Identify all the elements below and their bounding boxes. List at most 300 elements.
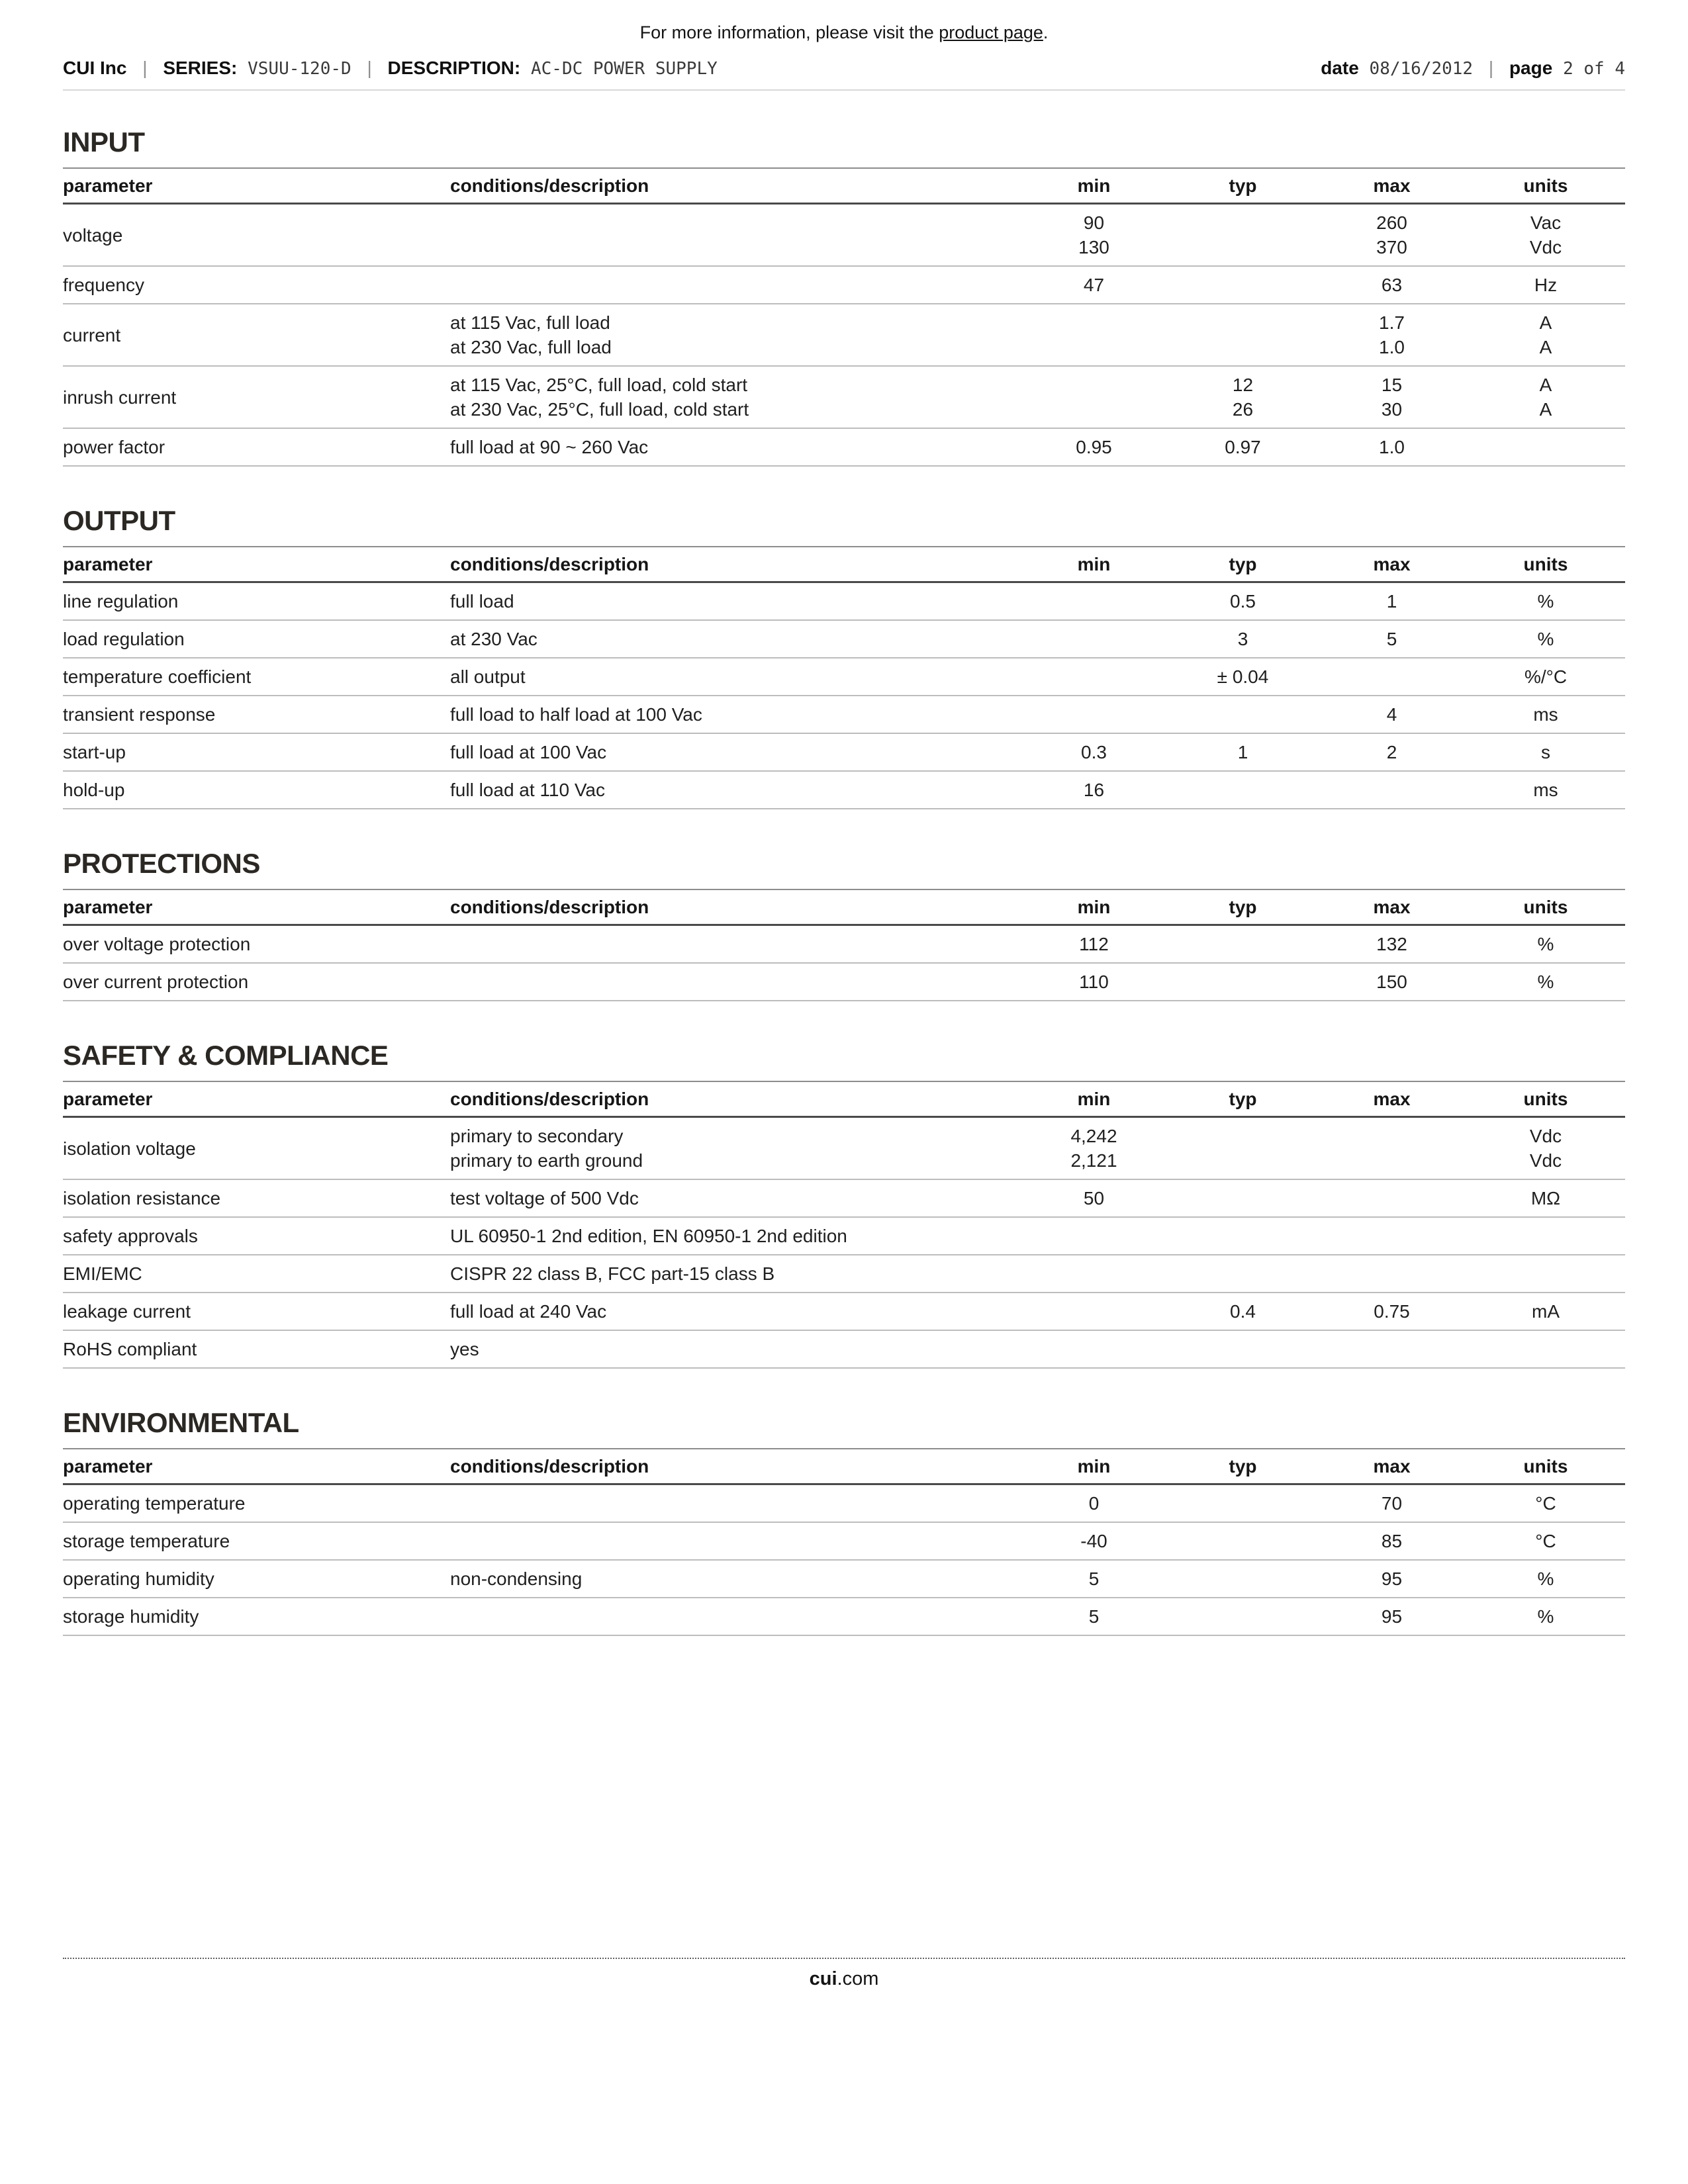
cell-typ [1168, 620, 1317, 658]
cell-parameter [63, 266, 450, 304]
cell-line: temperature coefficient [63, 666, 252, 687]
cell-typ [1168, 1598, 1317, 1635]
column-header-conditions: conditions/description [450, 547, 1019, 582]
cell-line: isolation resistance [63, 1188, 221, 1208]
cell-line: 0.3 [1081, 742, 1107, 762]
cell-min [1019, 620, 1168, 658]
column-header-typ: typ [1168, 1449, 1317, 1484]
product-page-link[interactable]: product page [939, 23, 1043, 42]
series-label: SERIES: [163, 58, 238, 78]
table-row [63, 1217, 1625, 1255]
cell-units [1466, 1255, 1625, 1293]
cell-line: power factor [63, 437, 165, 457]
cell-line: at 115 Vac, full load [450, 312, 610, 333]
cell-max [1317, 620, 1466, 658]
column-header-conditions: conditions/description [450, 1081, 1019, 1117]
cell-units [1466, 1179, 1625, 1217]
cell-max [1317, 963, 1466, 1001]
cell-parameter [63, 696, 450, 733]
cell-line: Vdc [1529, 237, 1562, 257]
cell-line: 2,121 [1070, 1150, 1117, 1171]
table-row [63, 582, 1625, 621]
cell-units [1466, 1217, 1625, 1255]
spec-table [63, 167, 1625, 467]
column-header-conditions: conditions/description [450, 889, 1019, 925]
cell-parameter [63, 304, 450, 366]
cell-units [1466, 1293, 1625, 1330]
cell-conditions [450, 366, 1019, 428]
cell-max [1317, 658, 1466, 696]
page-value: 2 of 4 [1563, 59, 1625, 79]
cell-line: 110 [1079, 972, 1109, 992]
cell-line: CISPR 22 class B, FCC part-15 class B [450, 1263, 775, 1284]
cell-units [1466, 1598, 1625, 1635]
cell-line: s [1541, 742, 1550, 762]
cell-max [1317, 304, 1466, 366]
cell-units [1466, 658, 1625, 696]
cell-min [1019, 1330, 1168, 1368]
table-row [63, 696, 1625, 733]
cell-units [1466, 925, 1625, 964]
cell-typ [1168, 925, 1317, 964]
cell-line: % [1537, 591, 1554, 612]
cell-conditions [450, 1293, 1019, 1330]
cell-line: isolation voltage [63, 1138, 196, 1159]
cell-line: 90 [1083, 212, 1105, 233]
cell-max [1317, 366, 1466, 428]
column-header-min: min [1019, 547, 1168, 582]
cell-parameter [63, 428, 450, 466]
section-output [63, 505, 1625, 809]
column-header-typ: typ [1168, 547, 1317, 582]
cell-line: over voltage protection [63, 934, 251, 954]
separator: | [367, 58, 372, 78]
cell-line: 85 [1381, 1531, 1403, 1551]
cell-line: line regulation [63, 591, 179, 612]
company-name: CUI Inc [63, 58, 127, 78]
cell-units [1466, 1330, 1625, 1368]
spec-table [63, 1448, 1625, 1636]
cell-line: 130 [1078, 237, 1109, 257]
cell-typ [1168, 428, 1317, 466]
cell-parameter [63, 1484, 450, 1523]
cell-parameter [63, 658, 450, 696]
info-line [63, 23, 1625, 43]
cell-typ [1168, 304, 1317, 366]
cell-line: start-up [63, 742, 126, 762]
cell-line: EMI/EMC [63, 1263, 142, 1284]
cell-line: % [1537, 1569, 1554, 1589]
cell-line: 95 [1381, 1569, 1403, 1589]
cell-line: 0.4 [1230, 1301, 1256, 1322]
column-header-min: min [1019, 168, 1168, 204]
cell-line: full load at 240 Vac [450, 1301, 607, 1322]
table-row [63, 1293, 1625, 1330]
cell-max [1317, 925, 1466, 964]
cell-line: mA [1532, 1301, 1560, 1322]
cell-conditions [450, 1598, 1019, 1635]
column-header-max: max [1317, 547, 1466, 582]
cell-line: 0.5 [1230, 591, 1256, 612]
cell-line: storage temperature [63, 1531, 230, 1551]
cell-units [1466, 266, 1625, 304]
cell-max [1317, 696, 1466, 733]
section-protections [63, 848, 1625, 1001]
cell-units [1466, 696, 1625, 733]
cell-line: Vdc [1529, 1150, 1562, 1171]
spec-table [63, 546, 1625, 809]
cell-line: primary to secondary [450, 1126, 624, 1146]
cell-parameter [63, 1255, 450, 1293]
column-header-parameter: parameter [63, 168, 450, 204]
column-header-min: min [1019, 889, 1168, 925]
cell-line: ± 0.04 [1217, 666, 1269, 687]
cell-typ [1168, 266, 1317, 304]
column-header-max: max [1317, 889, 1466, 925]
cell-line: 1.0 [1379, 337, 1405, 357]
cell-line: full load at 100 Vac [450, 742, 607, 762]
table-row [63, 1598, 1625, 1635]
cell-line: % [1537, 972, 1554, 992]
cell-line: %/°C [1524, 666, 1568, 687]
description-label: DESCRIPTION: [387, 58, 521, 78]
cell-typ [1168, 1293, 1317, 1330]
cell-line: current [63, 324, 121, 345]
cell-typ [1168, 771, 1317, 809]
cell-line: 5 [1088, 1606, 1100, 1627]
cell-line: voltage [63, 224, 123, 246]
cell-line: 1.0 [1379, 437, 1405, 457]
column-header-parameter: parameter [63, 889, 450, 925]
cell-max [1317, 266, 1466, 304]
cell-line: 70 [1381, 1493, 1403, 1514]
cell-conditions [450, 428, 1019, 466]
column-header-max: max [1317, 1449, 1466, 1484]
column-header-min: min [1019, 1081, 1168, 1117]
cell-conditions [450, 1255, 1019, 1293]
cell-line: 2 [1386, 742, 1397, 762]
table-row [63, 925, 1625, 964]
section-title: INPUT [63, 126, 145, 158]
cell-line: transient response [63, 704, 216, 725]
cell-line: yes [450, 1339, 479, 1359]
cell-parameter [63, 620, 450, 658]
cell-line: Vdc [1529, 1126, 1562, 1146]
cell-line: 4 [1386, 704, 1397, 725]
cell-line: at 230 Vac [450, 629, 538, 649]
cell-line: Vac [1530, 212, 1562, 233]
cell-typ [1168, 1330, 1317, 1368]
cell-line: A [1539, 375, 1552, 395]
cell-line: storage humidity [63, 1606, 199, 1627]
cell-max [1317, 428, 1466, 466]
spec-table [63, 889, 1625, 1001]
cell-line: full load [450, 591, 514, 612]
cell-line: % [1537, 934, 1554, 954]
cell-min [1019, 366, 1168, 428]
page-footer [63, 1958, 1625, 1990]
cell-line: 15 [1381, 375, 1403, 395]
cell-line: at 115 Vac, 25°C, full load, cold start [450, 375, 748, 395]
cell-line: 16 [1083, 780, 1105, 800]
cell-max [1317, 1217, 1466, 1255]
cell-line: full load at 90 ~ 260 Vac [450, 437, 649, 457]
cell-min [1019, 1217, 1168, 1255]
column-header-conditions: conditions/description [450, 1449, 1019, 1484]
cell-units [1466, 428, 1625, 466]
column-header-units: units [1466, 1081, 1625, 1117]
cell-min [1019, 963, 1168, 1001]
table-row [63, 1330, 1625, 1368]
cell-units [1466, 1522, 1625, 1560]
cell-typ [1168, 1484, 1317, 1523]
cell-typ [1168, 658, 1317, 696]
cell-typ [1168, 366, 1317, 428]
cell-min [1019, 1117, 1168, 1180]
cell-min [1019, 1255, 1168, 1293]
cell-min [1019, 658, 1168, 696]
cell-line: % [1537, 1606, 1554, 1627]
footer-domain: .com [837, 1968, 879, 1989]
cell-min [1019, 1484, 1168, 1523]
cell-units [1466, 963, 1625, 1001]
column-header-typ: typ [1168, 168, 1317, 204]
cell-units [1466, 582, 1625, 621]
cell-conditions [450, 658, 1019, 696]
cell-line: Hz [1534, 275, 1558, 295]
cell-line: safety approvals [63, 1226, 198, 1246]
column-header-units: units [1466, 1449, 1625, 1484]
cell-max [1317, 1255, 1466, 1293]
footer-url [63, 1968, 1625, 1990]
cell-parameter [63, 925, 450, 964]
date-label: date [1321, 58, 1359, 78]
cell-min [1019, 1179, 1168, 1217]
cell-line: non-condensing [450, 1569, 583, 1589]
cell-line: 0 [1088, 1493, 1100, 1514]
cell-line: at 230 Vac, 25°C, full load, cold start [450, 399, 749, 420]
cell-max [1317, 771, 1466, 809]
cell-line: ms [1533, 780, 1558, 800]
spec-table [63, 1081, 1625, 1369]
cell-line: full load to half load at 100 Vac [450, 704, 702, 725]
cell-conditions [450, 925, 1019, 964]
cell-min [1019, 771, 1168, 809]
description-value: AC-DC POWER SUPPLY [530, 59, 718, 79]
cell-min [1019, 428, 1168, 466]
column-header-parameter: parameter [63, 1081, 450, 1117]
cell-conditions [450, 771, 1019, 809]
cell-units [1466, 304, 1625, 366]
info-text: For more information, please visit the [639, 23, 939, 42]
cell-parameter [63, 1598, 450, 1635]
cell-line: 3 [1237, 629, 1248, 649]
cell-parameter [63, 1117, 450, 1180]
cell-line: A [1539, 399, 1552, 420]
cell-typ [1168, 1522, 1317, 1560]
table-row [63, 1484, 1625, 1523]
cell-units [1466, 620, 1625, 658]
cell-line: A [1539, 312, 1552, 333]
cell-parameter [63, 582, 450, 621]
table-header-row [63, 168, 1625, 204]
cell-max [1317, 1484, 1466, 1523]
column-header-max: max [1317, 168, 1466, 204]
document-meta-left [63, 58, 718, 79]
cell-units [1466, 733, 1625, 771]
cell-line: test voltage of 500 Vdc [450, 1188, 639, 1208]
cell-conditions [450, 1217, 1019, 1255]
table-header-row [63, 1081, 1625, 1117]
table-header-row [63, 889, 1625, 925]
table-row [63, 428, 1625, 466]
cell-line: inrush current [63, 387, 177, 408]
table-row [63, 1255, 1625, 1293]
cell-line: hold-up [63, 780, 125, 800]
cell-conditions [450, 733, 1019, 771]
table-row [63, 1179, 1625, 1217]
cell-min [1019, 1522, 1168, 1560]
cell-line: ms [1533, 704, 1558, 725]
cell-line: 50 [1083, 1188, 1105, 1208]
cell-typ [1168, 582, 1317, 621]
cell-typ [1168, 1560, 1317, 1598]
cell-units [1466, 1484, 1625, 1523]
cell-line: load regulation [63, 629, 185, 649]
cell-min [1019, 696, 1168, 733]
cell-line: 370 [1376, 237, 1407, 257]
cell-max [1317, 733, 1466, 771]
table-header-row [63, 547, 1625, 582]
table-header-row [63, 1449, 1625, 1484]
document-header [63, 58, 1625, 91]
cell-min [1019, 582, 1168, 621]
cell-line: at 230 Vac, full load [450, 337, 612, 357]
table-row [63, 620, 1625, 658]
cell-line: operating temperature [63, 1493, 246, 1514]
cell-units [1466, 366, 1625, 428]
table-row [63, 1522, 1625, 1560]
cell-parameter [63, 963, 450, 1001]
cell-conditions [450, 266, 1019, 304]
footer-divider [63, 1958, 1625, 1959]
cell-conditions [450, 204, 1019, 267]
cell-parameter [63, 1560, 450, 1598]
page-label: page [1509, 58, 1553, 78]
section-input [63, 126, 1625, 467]
cell-typ [1168, 696, 1317, 733]
table-row [63, 266, 1625, 304]
cell-conditions [450, 582, 1019, 621]
cell-line: 1 [1237, 742, 1248, 762]
cell-line: 1 [1386, 591, 1397, 612]
cell-line: 63 [1381, 275, 1403, 295]
footer-brand: cui [809, 1968, 837, 1989]
cell-line: UL 60950-1 2nd edition, EN 60950-1 2nd edition [450, 1226, 847, 1246]
table-row [63, 1117, 1625, 1180]
cell-parameter [63, 771, 450, 809]
cell-max [1317, 204, 1466, 267]
cell-max [1317, 1293, 1466, 1330]
cell-conditions [450, 696, 1019, 733]
separator: | [1488, 58, 1494, 78]
table-row [63, 204, 1625, 267]
cell-line: 26 [1232, 399, 1254, 420]
cell-line: primary to earth ground [450, 1150, 643, 1171]
section-environmental [63, 1407, 1625, 1636]
cell-min [1019, 1598, 1168, 1635]
cell-units [1466, 1117, 1625, 1180]
table-row [63, 733, 1625, 771]
cell-max [1317, 1179, 1466, 1217]
cell-line: 132 [1376, 934, 1407, 954]
column-header-conditions: conditions/description [450, 168, 1019, 204]
column-header-typ: typ [1168, 1081, 1317, 1117]
cell-min [1019, 204, 1168, 267]
cell-min [1019, 304, 1168, 366]
cell-conditions [450, 1484, 1019, 1523]
cell-max [1317, 1330, 1466, 1368]
cell-min [1019, 1560, 1168, 1598]
column-header-units: units [1466, 168, 1625, 204]
cell-line: 1.7 [1379, 312, 1405, 333]
cell-typ [1168, 963, 1317, 1001]
cell-conditions [450, 963, 1019, 1001]
section-title: ENVIRONMENTAL [63, 1407, 299, 1438]
cell-max [1317, 1598, 1466, 1635]
cell-line: °C [1535, 1493, 1556, 1514]
cell-min [1019, 733, 1168, 771]
date-value: 08/16/2012 [1369, 59, 1474, 79]
table-row [63, 304, 1625, 366]
cell-parameter [63, 1179, 450, 1217]
cell-max [1317, 1560, 1466, 1598]
cell-conditions [450, 1179, 1019, 1217]
cell-conditions [450, 620, 1019, 658]
table-row [63, 771, 1625, 809]
cell-conditions [450, 1330, 1019, 1368]
cell-conditions [450, 1560, 1019, 1598]
cell-parameter [63, 1330, 450, 1368]
cell-line: MΩ [1530, 1188, 1561, 1208]
cell-min [1019, 1293, 1168, 1330]
cell-line: leakage current [63, 1301, 191, 1322]
series-value: VSUU-120-D [248, 59, 352, 79]
cell-line: operating humidity [63, 1569, 214, 1589]
cell-line: 5 [1088, 1569, 1100, 1589]
cell-line: 0.75 [1374, 1301, 1410, 1322]
column-header-parameter: parameter [63, 547, 450, 582]
cell-line: full load at 110 Vac [450, 780, 606, 800]
cell-line: 150 [1376, 972, 1407, 992]
cell-units [1466, 771, 1625, 809]
cell-typ [1168, 1117, 1317, 1180]
cell-parameter [63, 733, 450, 771]
cell-typ [1168, 204, 1317, 267]
table-row [63, 1560, 1625, 1598]
cell-max [1317, 1117, 1466, 1180]
cell-line: 260 [1376, 212, 1407, 233]
cell-typ [1168, 733, 1317, 771]
cell-parameter [63, 1522, 450, 1560]
cell-max [1317, 582, 1466, 621]
cell-conditions [450, 1522, 1019, 1560]
separator: | [142, 58, 148, 78]
cell-parameter [63, 1293, 450, 1330]
section-title: SAFETY & COMPLIANCE [63, 1040, 389, 1071]
table-row [63, 366, 1625, 428]
cell-line: 95 [1381, 1606, 1403, 1627]
